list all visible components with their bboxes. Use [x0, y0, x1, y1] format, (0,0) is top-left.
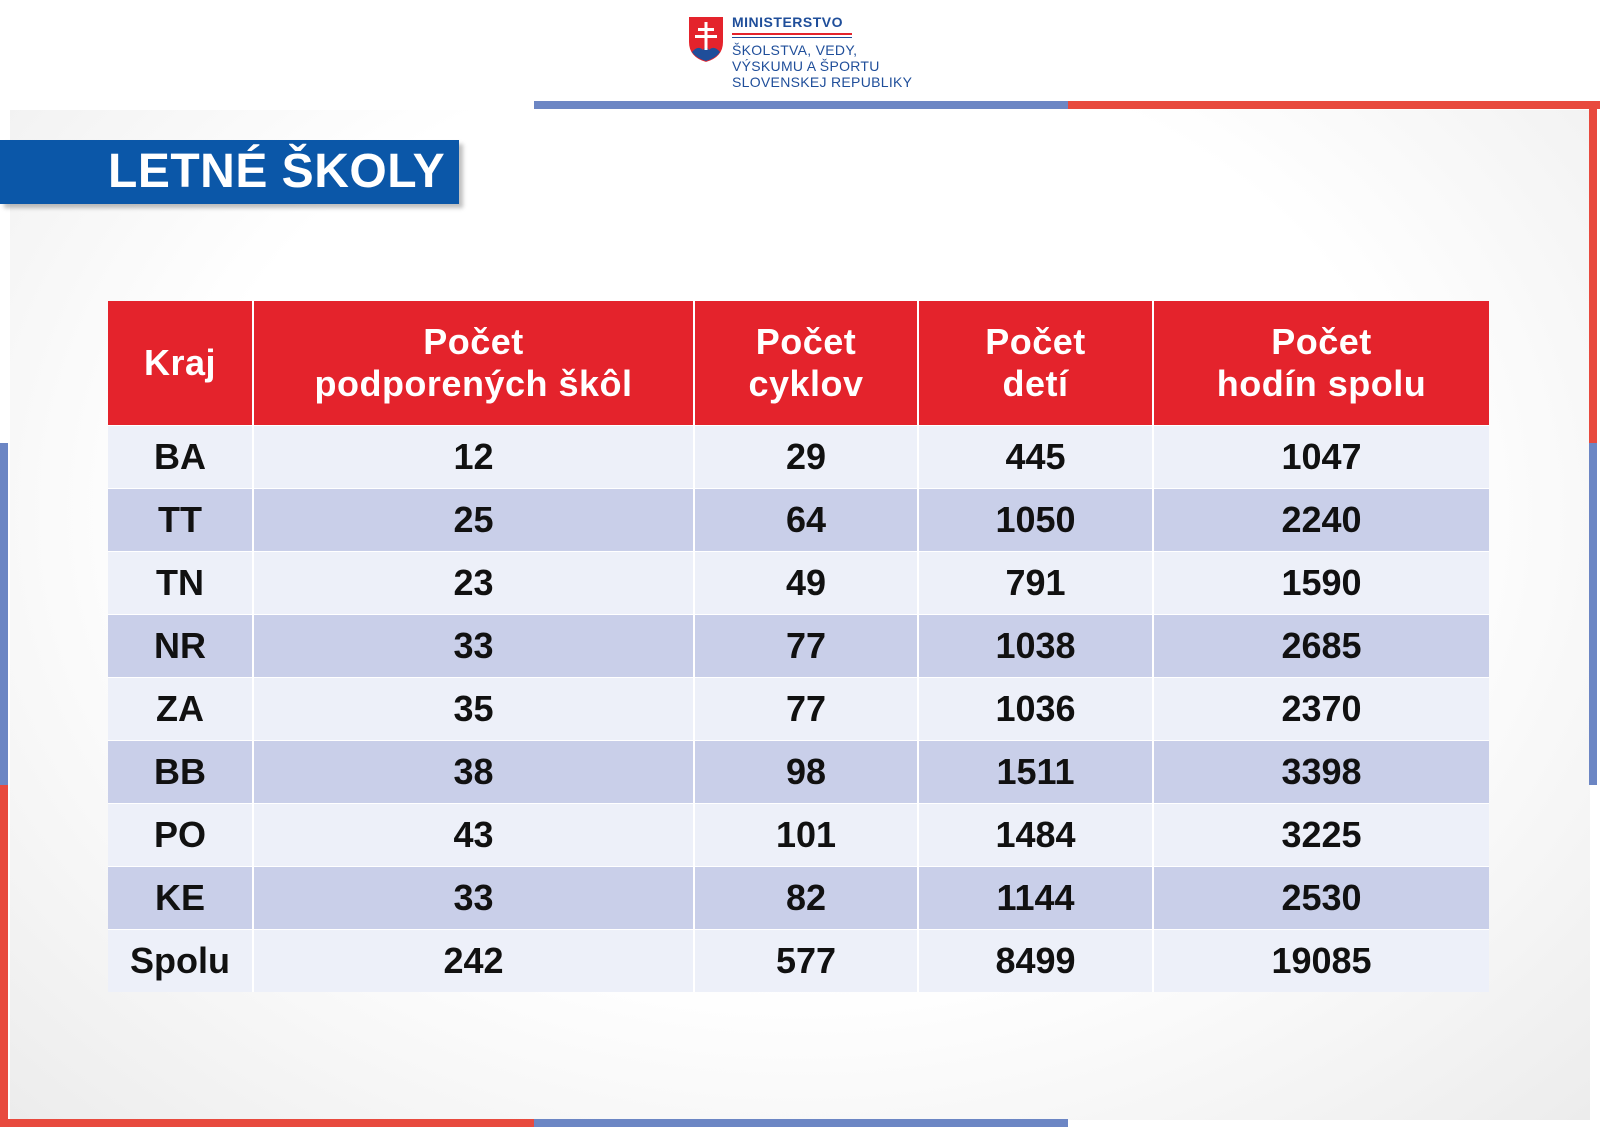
table-row	[108, 615, 1489, 678]
summer-schools-table	[108, 301, 1489, 992]
cell-deti: 1036	[918, 678, 1153, 741]
cell-hodiny: 1590	[1153, 552, 1489, 615]
cell-hodiny: 3398	[1153, 741, 1489, 804]
table-row	[108, 552, 1489, 615]
header-pocet-deti: Počet detí	[918, 301, 1153, 426]
cell-kraj: KE	[108, 867, 253, 930]
cell-hodiny: 2685	[1153, 615, 1489, 678]
cell-hodiny: 1047	[1153, 426, 1489, 489]
cell-kraj: NR	[108, 615, 253, 678]
cell-cykly: 29	[694, 426, 918, 489]
cell-total-hodiny: 19085	[1153, 930, 1489, 993]
cell-cykly: 77	[694, 678, 918, 741]
cell-kraj: TN	[108, 552, 253, 615]
table-header-row	[108, 301, 1489, 426]
cell-deti: 1038	[918, 615, 1153, 678]
cell-cykly: 77	[694, 615, 918, 678]
cell-skoly: 23	[253, 552, 694, 615]
cell-total-skoly: 242	[253, 930, 694, 993]
table-row	[108, 426, 1489, 489]
cell-kraj: TT	[108, 489, 253, 552]
cell-skoly: 33	[253, 867, 694, 930]
cell-skoly: 35	[253, 678, 694, 741]
table-row	[108, 804, 1489, 867]
cell-hodiny: 2530	[1153, 867, 1489, 930]
title-band	[0, 140, 459, 204]
cell-skoly: 25	[253, 489, 694, 552]
cell-total-label: Spolu	[108, 930, 253, 993]
table-row	[108, 489, 1489, 552]
frame-right-red	[1589, 101, 1597, 443]
frame-right-blue	[1589, 443, 1597, 785]
ministry-line-3: SLOVENSKEJ REPUBLIKY	[732, 74, 913, 90]
header-pocet-cyklov: Počet cyklov	[694, 301, 918, 426]
cell-skoly: 12	[253, 426, 694, 489]
ministry-title: MINISTERSTVO	[732, 14, 844, 30]
cell-hodiny: 3225	[1153, 804, 1489, 867]
cell-total-cykly: 577	[694, 930, 918, 993]
cell-deti: 1050	[918, 489, 1153, 552]
cell-deti: 791	[918, 552, 1153, 615]
cell-kraj: PO	[108, 804, 253, 867]
frame-top-blue	[534, 101, 1068, 109]
ministry-line-1: ŠKOLSTVA, VEDY,	[732, 42, 858, 58]
cell-skoly: 43	[253, 804, 694, 867]
ministry-logo	[686, 12, 946, 92]
cell-kraj: BA	[108, 426, 253, 489]
frame-bottom-red	[0, 1119, 534, 1127]
cell-deti: 1144	[918, 867, 1153, 930]
cell-kraj: BB	[108, 741, 253, 804]
cell-deti: 1484	[918, 804, 1153, 867]
frame-top-red	[1068, 101, 1600, 109]
frame-bottom-blue	[534, 1119, 1068, 1127]
cell-cykly: 98	[694, 741, 918, 804]
cell-hodiny: 2240	[1153, 489, 1489, 552]
cell-kraj: ZA	[108, 678, 253, 741]
table-row	[108, 741, 1489, 804]
cell-deti: 1511	[918, 741, 1153, 804]
cell-cykly: 101	[694, 804, 918, 867]
frame-left-blue	[0, 443, 8, 785]
ministry-line-2: VÝSKUMU A ŠPORTU	[732, 58, 880, 74]
logo-red-rule	[732, 33, 852, 35]
cell-hodiny: 2370	[1153, 678, 1489, 741]
page-title: LETNÉ ŠKOLY	[108, 145, 446, 198]
cell-skoly: 33	[253, 615, 694, 678]
cell-cykly: 64	[694, 489, 918, 552]
cell-cykly: 82	[694, 867, 918, 930]
slovak-coat-of-arms-icon	[686, 14, 726, 64]
cell-total-deti: 8499	[918, 930, 1153, 993]
table-total-row	[108, 930, 1489, 993]
header-kraj: Kraj	[108, 301, 253, 426]
cell-cykly: 49	[694, 552, 918, 615]
logo-blue-rule	[732, 37, 852, 38]
header-pocet-hodin: Počet hodín spolu	[1153, 301, 1489, 426]
table-row	[108, 678, 1489, 741]
header-pocet-skol: Počet podporených škôl	[253, 301, 694, 426]
table-row	[108, 867, 1489, 930]
cell-skoly: 38	[253, 741, 694, 804]
frame-left-red	[0, 785, 8, 1127]
cell-deti: 445	[918, 426, 1153, 489]
